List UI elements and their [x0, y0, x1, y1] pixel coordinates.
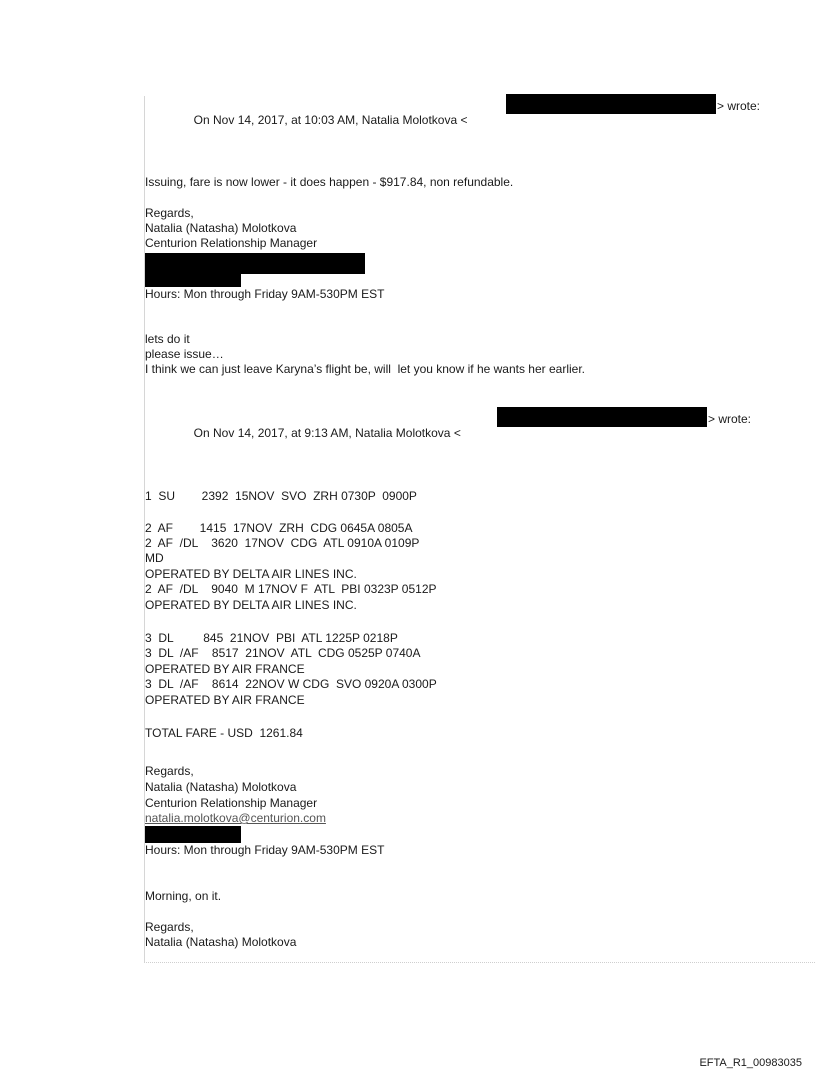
quote-header-2-suffix: > wrote: — [708, 412, 752, 426]
message-1-signature-title: Centurion Relationship Manager — [145, 236, 318, 250]
reply-line-1: lets do it — [145, 332, 190, 346]
redacted-contact-3 — [145, 826, 241, 843]
itinerary-segment-3c: 3 DL /AF 8614 22NOV W CDG SVO 0920A 0300P — [145, 677, 437, 691]
redacted-contact-1 — [145, 253, 365, 274]
message-3-regards: Regards, — [145, 920, 194, 934]
message-3-body: Morning, on it. — [145, 889, 222, 903]
itinerary-segment-3c-operated: OPERATED BY AIR FRANCE — [145, 693, 305, 707]
itinerary-segment-3a: 3 DL 845 21NOV PBI ATL 1225P 0218P — [145, 631, 398, 645]
itinerary-segment-1: 1 SU 2392 15NOV SVO ZRH 0730P 0900P — [145, 489, 417, 503]
message-1-regards: Regards, — [145, 206, 194, 220]
document-id: EFTA_R1_00983035 — [699, 1057, 802, 1069]
redacted-email-1 — [506, 94, 716, 114]
reply-line-2: please issue… — [145, 347, 224, 361]
message-2-signature-title: Centurion Relationship Manager — [145, 796, 318, 810]
itinerary-segment-2c-operated: OPERATED BY DELTA AIR LINES INC. — [145, 598, 357, 612]
itinerary-segment-2b-operated: OPERATED BY DELTA AIR LINES INC. — [145, 567, 357, 581]
message-2-regards: Regards, — [145, 764, 194, 778]
itinerary-segment-2b: 2 AF /DL 3620 17NOV CDG ATL 0910A 0109P — [145, 536, 420, 550]
itinerary-segment-3b: 3 DL /AF 8517 21NOV ATL CDG 0525P 0740A — [145, 646, 421, 660]
itinerary-total-fare: TOTAL FARE - USD 1261.84 — [145, 726, 303, 740]
itinerary-segment-2c: 2 AF /DL 9040 M 17NOV F ATL PBI 0323P 0512P — [145, 582, 437, 596]
message-2-email-link[interactable]: natalia.molotkova@centurion.com — [145, 811, 326, 825]
quote-header-2 — [187, 412, 461, 440]
message-1-signature-name: Natalia (Natasha) Molotkova — [145, 221, 297, 235]
itinerary-segment-2a: 2 AF 1415 17NOV ZRH CDG 0645A 0805A — [145, 521, 413, 535]
itinerary-segment-3b-operated: OPERATED BY AIR FRANCE — [145, 662, 305, 676]
quote-header-1 — [187, 99, 468, 127]
message-1-body: Issuing, fare is now lower - it does happen - $917.84, non refundable. — [145, 175, 514, 189]
message-3-signature-name: Natalia (Natasha) Molotkova — [145, 935, 297, 949]
quote-header-2-prefix: On Nov 14, 2017, at 9:13 AM, Natalia Molotkova < — [193, 426, 461, 440]
itinerary-segment-2b-md: MD — [145, 551, 164, 565]
message-1-hours: Hours: Mon through Friday 9AM-530PM EST — [145, 287, 385, 301]
quote-header-1-suffix: > wrote: — [717, 99, 761, 113]
redacted-contact-2 — [145, 274, 241, 287]
message-2-signature-name: Natalia (Natasha) Molotkova — [145, 780, 297, 794]
reply-line-3: I think we can just leave Karyna’s flight be, will let you know if he wants her earlier. — [145, 362, 585, 376]
quote-header-1-prefix: On Nov 14, 2017, at 10:03 AM, Natalia Molotkova < — [193, 113, 468, 127]
redacted-email-2 — [497, 407, 707, 427]
message-2-hours: Hours: Mon through Friday 9AM-530PM EST — [145, 843, 385, 857]
